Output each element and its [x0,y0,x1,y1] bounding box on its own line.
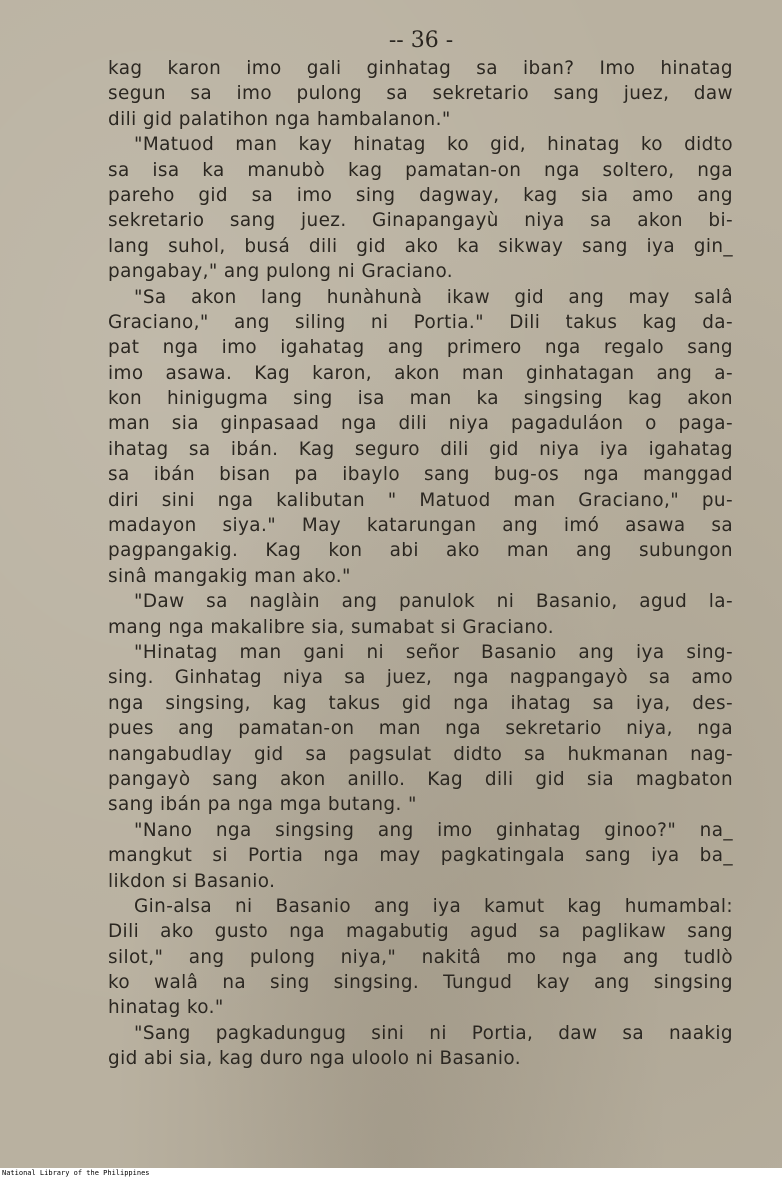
text-line: mang nga makalibre sia, sumabat si Graciano. [108,616,555,638]
text-line: gid abi sia, kag duro nga uloolo ni Basanio. [108,1048,521,1070]
text-line: likdon si Basanio. [108,870,276,892]
text-line: ihatag sa ibán. Kag seguro dili gid niya iya igahatag [108,438,733,460]
text-line: dili gid palatihon nga hambalanon." [108,108,451,130]
paragraph [108,640,733,818]
text-line: "Daw sa naglàin ang panulok ni Basanio, agud la- [134,591,733,613]
body-text [108,56,733,1072]
text-line: diri sini nga kalibutan " Matuod man Graciano," pu- [108,489,733,511]
text-line: hinatag ko." [108,997,224,1019]
paragraph [108,589,733,640]
text-line: Gin-alsa ni Basanio ang iya kamut kag humambal: [134,895,733,917]
text-line: Graciano," ang siling ni Portia." Dili takus kag da- [108,311,733,333]
text-line: sa ibán bisan pa ibaylo sang bug-os nga manggad [108,464,733,486]
text-line: "Nano nga singsing ang imo ginhatag ginoo?" na_ [134,819,733,841]
paragraph [108,56,733,132]
text-line: silot," ang pulong niya," nakitâ mo nga ang tudlò [108,946,733,968]
paragraph [108,894,733,1021]
text-line: kag karon imo gali ginhatag sa iban? Imo hinatag [108,58,733,79]
text-line: mangkut si Portia nga may pagkatingala sang iya ba_ [108,845,733,867]
text-line: nangabudlay gid sa pagsulat didto sa hukmanan nag- [108,743,733,765]
text-line: sinâ mangakig man ako." [108,565,351,587]
paragraph [108,132,733,284]
text-line: pangayò sang akon anillo. Kag dili gid sia magbaton [108,768,733,790]
text-line: ko walâ na sing singsing. Tungud kay ang singsing [108,972,733,994]
text-line: pat nga imo igahatag ang primero nga regalo sang [108,337,733,359]
text-line: kon hinigugma sing isa man ka singsing kag akon [108,388,733,410]
text-line: lang suhol, busá dili gid ako ka sikway sang iya gin_ [108,235,733,257]
text-line: sing. Ginhatag niya sa juez, nga nagpangayò sa amo [108,667,733,689]
text-line: sang ibán pa nga mga butang. " [108,794,417,816]
text-line: man sia ginpasaad nga dili niya pagaduláon o paga- [108,413,733,435]
text-line: sa isa ka manubò kag pamatan-on nga soltero, nga [108,159,733,181]
text-line: pagpangakig. Kag kon abi ako man ang subungon [108,540,733,562]
paragraph [108,1021,733,1072]
text-line: "Matuod man kay hinatag ko gid, hinatag ko didto [134,134,733,156]
text-line: pangabay," ang pulong ni Graciano. [108,261,454,283]
text-line: madayon siya." May katarungan ang imó asawa sa [108,515,733,537]
text-line: pareho gid sa imo sing dagway, kag sia amo ang [108,184,733,206]
paragraph [108,285,733,590]
page-number: -- 36 - [388,28,454,53]
text-line: pues ang pamatan-on man nga sekretario niya, nga [108,718,733,740]
text-line: nga singsing, kag takus gid nga ihatag sa iya, des- [108,692,733,714]
text-line: "Hinatag man gani ni señor Basanio ang iya sing- [134,641,733,663]
footer-credit: National Library of the Philippines [0,1168,782,1178]
text-line: sekretario sang juez. Ginapangayù niya sa akon bi- [108,210,733,232]
text-line: segun sa imo pulong sa sekretario sang juez, daw [108,83,733,105]
paragraph [108,818,733,894]
text-line: Dili ako gusto nga magabutig agud sa paglikaw sang [108,921,733,943]
text-line: imo asawa. Kag karon, akon man ginhatagan ang a- [108,362,733,384]
text-line: "Sang pagkadungug sini ni Portia, daw sa naakig [134,1022,733,1044]
text-line: "Sa akon lang hunàhunà ikaw gid ang may salâ [134,286,733,308]
